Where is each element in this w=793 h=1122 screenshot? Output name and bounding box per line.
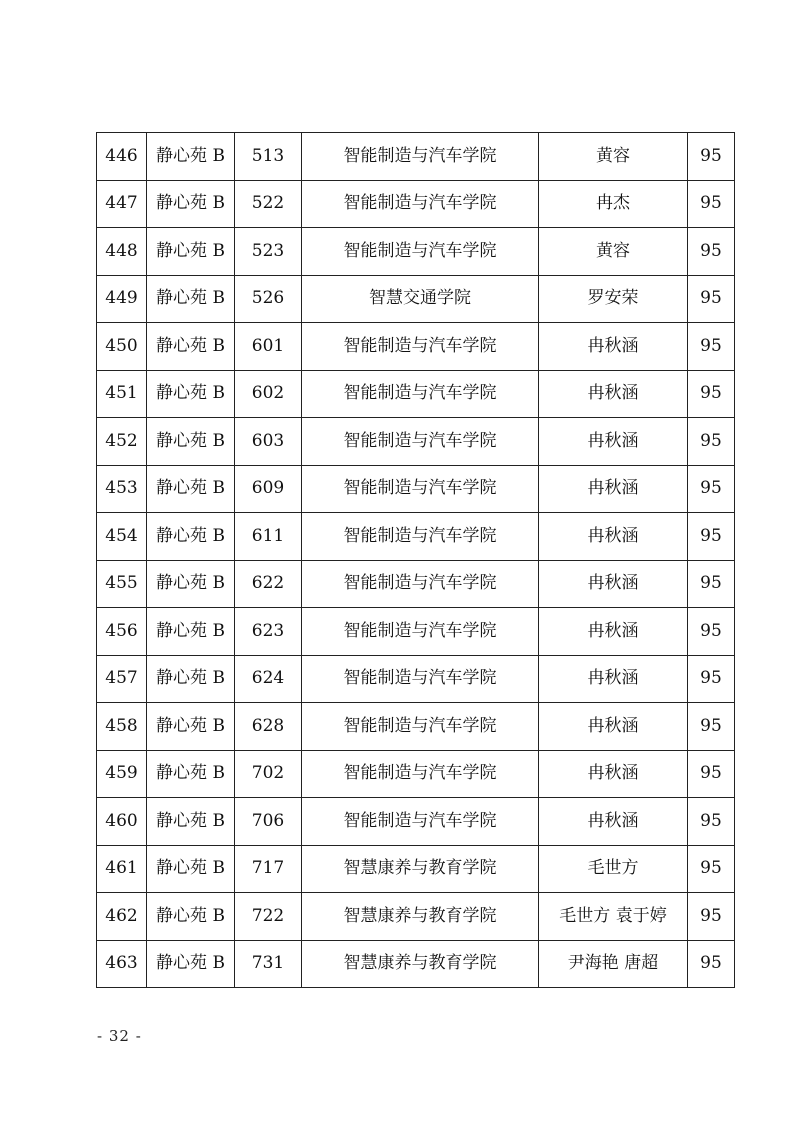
college-cell: 智慧交通学院 bbox=[302, 275, 539, 323]
college-cell: 智能制造与汽车学院 bbox=[302, 370, 539, 418]
college-cell: 智能制造与汽车学院 bbox=[302, 560, 539, 608]
room-number-cell: 602 bbox=[235, 370, 302, 418]
building-cell: 静心苑 B bbox=[147, 418, 235, 466]
responsible-person-cell: 冉秋涵 bbox=[539, 608, 688, 656]
room-number-cell: 522 bbox=[235, 180, 302, 228]
room-number-cell: 523 bbox=[235, 228, 302, 276]
responsible-person-cell: 冉秋涵 bbox=[539, 655, 688, 703]
building-cell: 静心苑 B bbox=[147, 845, 235, 893]
college-cell: 智能制造与汽车学院 bbox=[302, 798, 539, 846]
building-cell: 静心苑 B bbox=[147, 798, 235, 846]
college-cell: 智能制造与汽车学院 bbox=[302, 513, 539, 561]
room-number-cell: 513 bbox=[235, 133, 302, 181]
responsible-person-cell: 罗安荣 bbox=[539, 275, 688, 323]
room-number-cell: 731 bbox=[235, 940, 302, 988]
college-cell: 智能制造与汽车学院 bbox=[302, 703, 539, 751]
room-number-cell: 603 bbox=[235, 418, 302, 466]
row-number-cell: 459 bbox=[97, 750, 147, 798]
building-cell: 静心苑 B bbox=[147, 703, 235, 751]
table-row bbox=[97, 133, 735, 181]
table-row bbox=[97, 370, 735, 418]
table-row bbox=[97, 513, 735, 561]
college-cell: 智能制造与汽车学院 bbox=[302, 418, 539, 466]
score-cell: 95 bbox=[688, 560, 735, 608]
table-row bbox=[97, 703, 735, 751]
row-number-cell: 460 bbox=[97, 798, 147, 846]
room-number-cell: 722 bbox=[235, 893, 302, 941]
score-cell: 95 bbox=[688, 323, 735, 371]
room-number-cell: 611 bbox=[235, 513, 302, 561]
room-number-cell: 706 bbox=[235, 798, 302, 846]
table-body bbox=[97, 133, 735, 988]
responsible-person-cell: 冉秋涵 bbox=[539, 750, 688, 798]
room-number-cell: 628 bbox=[235, 703, 302, 751]
responsible-person-cell: 冉秋涵 bbox=[539, 703, 688, 751]
building-cell: 静心苑 B bbox=[147, 560, 235, 608]
responsible-person-cell: 冉秋涵 bbox=[539, 513, 688, 561]
college-cell: 智慧康养与教育学院 bbox=[302, 940, 539, 988]
responsible-person-cell: 毛世方 bbox=[539, 845, 688, 893]
building-cell: 静心苑 B bbox=[147, 133, 235, 181]
row-number-cell: 451 bbox=[97, 370, 147, 418]
responsible-person-cell: 冉秋涵 bbox=[539, 798, 688, 846]
building-cell: 静心苑 B bbox=[147, 370, 235, 418]
row-number-cell: 449 bbox=[97, 275, 147, 323]
row-number-cell: 450 bbox=[97, 323, 147, 371]
table-row bbox=[97, 560, 735, 608]
college-cell: 智能制造与汽车学院 bbox=[302, 323, 539, 371]
college-cell: 智能制造与汽车学院 bbox=[302, 180, 539, 228]
row-number-cell: 455 bbox=[97, 560, 147, 608]
room-number-cell: 526 bbox=[235, 275, 302, 323]
responsible-person-cell: 冉秋涵 bbox=[539, 560, 688, 608]
room-number-cell: 622 bbox=[235, 560, 302, 608]
room-number-cell: 702 bbox=[235, 750, 302, 798]
responsible-person-cell: 毛世方 袁于婷 bbox=[539, 893, 688, 941]
room-number-cell: 601 bbox=[235, 323, 302, 371]
responsible-person-cell: 冉杰 bbox=[539, 180, 688, 228]
table-row bbox=[97, 893, 735, 941]
row-number-cell: 456 bbox=[97, 608, 147, 656]
room-number-cell: 717 bbox=[235, 845, 302, 893]
building-cell: 静心苑 B bbox=[147, 513, 235, 561]
table-row bbox=[97, 940, 735, 988]
score-cell: 95 bbox=[688, 228, 735, 276]
responsible-person-cell: 冉秋涵 bbox=[539, 323, 688, 371]
score-cell: 95 bbox=[688, 180, 735, 228]
building-cell: 静心苑 B bbox=[147, 608, 235, 656]
table-row bbox=[97, 418, 735, 466]
row-number-cell: 458 bbox=[97, 703, 147, 751]
row-number-cell: 453 bbox=[97, 465, 147, 513]
building-cell: 静心苑 B bbox=[147, 275, 235, 323]
college-cell: 智能制造与汽车学院 bbox=[302, 465, 539, 513]
score-cell: 95 bbox=[688, 798, 735, 846]
table-row bbox=[97, 323, 735, 371]
row-number-cell: 448 bbox=[97, 228, 147, 276]
score-cell: 95 bbox=[688, 940, 735, 988]
table-row bbox=[97, 798, 735, 846]
responsible-person-cell: 冉秋涵 bbox=[539, 370, 688, 418]
score-cell: 95 bbox=[688, 750, 735, 798]
row-number-cell: 461 bbox=[97, 845, 147, 893]
college-cell: 智能制造与汽车学院 bbox=[302, 750, 539, 798]
college-cell: 智能制造与汽车学院 bbox=[302, 133, 539, 181]
table-row bbox=[97, 655, 735, 703]
table-row bbox=[97, 228, 735, 276]
table-row bbox=[97, 275, 735, 323]
row-number-cell: 447 bbox=[97, 180, 147, 228]
score-cell: 95 bbox=[688, 655, 735, 703]
building-cell: 静心苑 B bbox=[147, 750, 235, 798]
table-row bbox=[97, 845, 735, 893]
college-cell: 智能制造与汽车学院 bbox=[302, 228, 539, 276]
table-row bbox=[97, 465, 735, 513]
row-number-cell: 452 bbox=[97, 418, 147, 466]
college-cell: 智能制造与汽车学院 bbox=[302, 655, 539, 703]
row-number-cell: 454 bbox=[97, 513, 147, 561]
responsible-person-cell: 黄容 bbox=[539, 133, 688, 181]
building-cell: 静心苑 B bbox=[147, 228, 235, 276]
room-number-cell: 609 bbox=[235, 465, 302, 513]
building-cell: 静心苑 B bbox=[147, 940, 235, 988]
responsible-person-cell: 冉秋涵 bbox=[539, 465, 688, 513]
table-row bbox=[97, 750, 735, 798]
row-number-cell: 457 bbox=[97, 655, 147, 703]
score-cell: 95 bbox=[688, 133, 735, 181]
score-cell: 95 bbox=[688, 703, 735, 751]
row-number-cell: 463 bbox=[97, 940, 147, 988]
building-cell: 静心苑 B bbox=[147, 180, 235, 228]
table-row bbox=[97, 180, 735, 228]
building-cell: 静心苑 B bbox=[147, 323, 235, 371]
row-number-cell: 446 bbox=[97, 133, 147, 181]
score-cell: 95 bbox=[688, 275, 735, 323]
responsible-person-cell: 黄容 bbox=[539, 228, 688, 276]
responsible-person-cell: 冉秋涵 bbox=[539, 418, 688, 466]
row-number-cell: 462 bbox=[97, 893, 147, 941]
score-cell: 95 bbox=[688, 608, 735, 656]
score-cell: 95 bbox=[688, 513, 735, 561]
college-cell: 智慧康养与教育学院 bbox=[302, 893, 539, 941]
score-cell: 95 bbox=[688, 370, 735, 418]
responsible-person-cell: 尹海艳 唐超 bbox=[539, 940, 688, 988]
building-cell: 静心苑 B bbox=[147, 893, 235, 941]
room-number-cell: 623 bbox=[235, 608, 302, 656]
score-cell: 95 bbox=[688, 893, 735, 941]
college-cell: 智能制造与汽车学院 bbox=[302, 608, 539, 656]
page-number: - 32 - bbox=[97, 1027, 142, 1045]
building-cell: 静心苑 B bbox=[147, 465, 235, 513]
score-cell: 95 bbox=[688, 465, 735, 513]
score-cell: 95 bbox=[688, 418, 735, 466]
table-row bbox=[97, 608, 735, 656]
room-number-cell: 624 bbox=[235, 655, 302, 703]
dormitory-score-table bbox=[96, 132, 735, 988]
college-cell: 智慧康养与教育学院 bbox=[302, 845, 539, 893]
score-cell: 95 bbox=[688, 845, 735, 893]
building-cell: 静心苑 B bbox=[147, 655, 235, 703]
